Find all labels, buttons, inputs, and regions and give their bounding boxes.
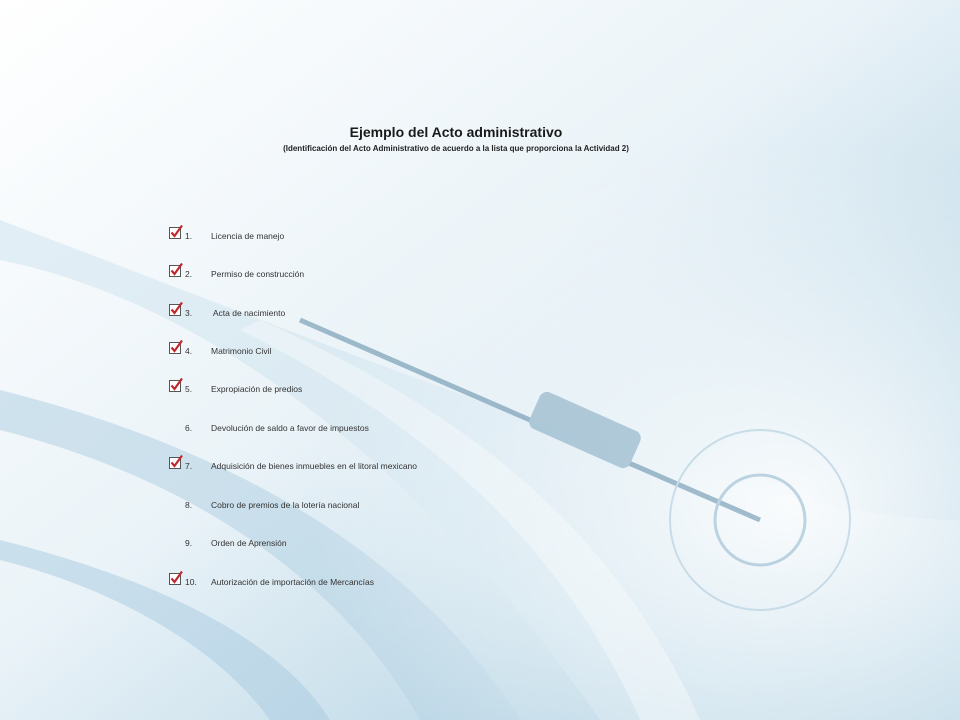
list-item	[0, 577, 700, 597]
item-label: Cobro de premios de la lotería nacional	[211, 500, 360, 510]
item-label: Autorización de importación de Mercancías	[211, 577, 374, 587]
list-item	[0, 308, 700, 328]
item-label: Acta de nacimiento	[211, 308, 286, 318]
item-number: 7.	[185, 461, 193, 471]
item-number: 1.	[185, 231, 193, 241]
checkbox-checked-icon	[168, 570, 184, 586]
list-item	[0, 500, 700, 520]
slide-subtitle: (Identificación del Acto Administrativo de acuerdo a la lista que proporciona la Actividad 2)	[283, 144, 629, 153]
item-label: Licencia de manejo	[211, 231, 285, 241]
item-label: Adquisición de bienes inmuebles en el litoral mexicano	[211, 461, 418, 471]
item-label: Permiso de construcción	[211, 269, 305, 279]
checkbox-checked-icon	[168, 262, 184, 278]
list-item	[0, 269, 700, 289]
list-item	[0, 423, 700, 443]
item-label: Devolución de saldo a favor de impuestos	[211, 423, 369, 433]
item-number: 6.	[185, 423, 193, 433]
item-number: 2.	[185, 269, 193, 279]
list-item	[0, 231, 700, 251]
item-number: 3.	[185, 308, 193, 318]
item-number: 4.	[185, 346, 193, 356]
list-item	[0, 346, 700, 366]
item-label: Orden de Aprensión	[211, 538, 287, 548]
item-number: 8.	[185, 500, 193, 510]
list-item	[0, 461, 700, 481]
checkbox-checked-icon	[168, 224, 184, 240]
list-item	[0, 538, 700, 558]
checkbox-checked-icon	[168, 301, 184, 317]
checkbox-checked-icon	[168, 377, 184, 393]
title-block	[0, 124, 912, 153]
item-label: Expropiación de predios	[211, 384, 303, 394]
checkbox-checked-icon	[168, 339, 184, 355]
item-number: 9.	[185, 538, 193, 548]
slide-title: Ejemplo del Acto administrativo	[349, 124, 563, 140]
checkbox-checked-icon	[168, 454, 184, 470]
item-label: Matrimonio Civil	[211, 346, 272, 356]
item-number: 10.	[185, 577, 197, 587]
list-item	[0, 384, 700, 404]
item-number: 5.	[185, 384, 193, 394]
